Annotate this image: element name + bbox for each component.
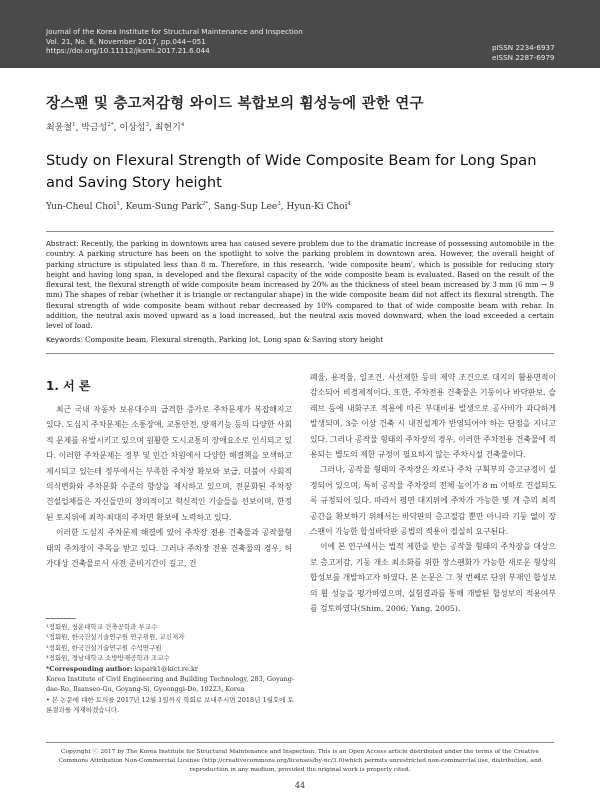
footnote-rule xyxy=(46,618,76,619)
author-en-1-sup: 1 xyxy=(116,201,120,207)
journal-volume: Vol. 21, No. 6, November 2017, pp.044~051 xyxy=(46,36,206,46)
corresponding-email[interactable]: kspark1@kict.re.kr xyxy=(132,664,198,673)
footnotes xyxy=(46,622,296,716)
corresponding-label: *Corresponding author: xyxy=(46,664,133,673)
keywords-label: Keywords: xyxy=(46,335,83,344)
abstract-text: Recently, the parking in downtown area has caused severe problem due to the dramatic increase of possessing automobile in the country. A parking structure has been on the spotlight to solve the parking problem in downtown area. However, the overall height of parking structure is stipulated less than 8 m. Therefore, in this research, 'wide composite beam', which is possible for reducing story height and having long span, is developed and the flexural capacity of the wide composite beam is evaluated. Based on the result of the flexural test, the flexural strength of wide composite beam increased by 20% as the thickness of steel beam increased by 3 mm (6 mm → 9 mm) The shapes of rebar (whether it is triangle or rectangular shape) in the wide composite beam did not affect its flexural strength. The flexural strength of wide composite beam without rebar decreased by 10% compared to that of wide composite beam with rebar. In addition, the neutral axis moved upward as a load increased, but the neutral axis moved downward, when the load exceeded a certain level of load. xyxy=(46,239,554,331)
journal-name: Journal of the Korea Institute for Structural Maintenance and Inspection xyxy=(46,27,303,36)
body-paragraph: 이러한 도심지 주차문제 해결에 있어 주차장 전용 건축물과 공작물형태의 주차장이 주목을 받고 있다. 그러나 주차장 전용 건축물의 경우, 허가대상 건축물로서 사전 준비기간이 길고, 건 xyxy=(46,528,292,569)
pissn: pISSN 2234-6937 xyxy=(492,43,555,52)
keywords-text: Composite beam, Flexural strength, Parking lot, Long span & Saving story height xyxy=(82,335,384,344)
body-column-left xyxy=(46,402,292,571)
body-column-right xyxy=(310,370,556,617)
journal-header-banner xyxy=(0,0,600,68)
english-title: Study on Flexural Strength of Wide Composite Beam for Long Span and Saving Story height xyxy=(46,152,537,191)
footnote-affiliation-2: ²정회원, 한국건설기술연구원 연구위원, 교신저자 xyxy=(46,633,185,642)
issn-info xyxy=(492,43,555,62)
body-paragraph: 폐율, 용적율, 일조건, 사선제한 등의 제약 조건으로 대지의 활용면적이 감소되어 비경제적이다. 또한, 주차전용 건축물은 기둥이나 바닥판보, 슬래브 등에 내화구조 적용에 따른 부대비용 발생으로 공사비가 과다하게 발생되며, 3층 이상 건축 시 내진설계가 반영되어야 하는 단점을 지니고 있다. 그러나 공작물 형태의 주차장의 경우, 이러한 주차전용 건축물에 적용되는 별도의 제한 규정이 필요하지 않는 주차시설 건축물이다. xyxy=(310,373,556,460)
copyright-rule xyxy=(46,742,554,743)
journal-info xyxy=(46,27,303,56)
footnote-affiliation-3: ³정회원, 한국건설기술연구원 수석연구원 xyxy=(46,643,162,652)
body-paragraph: 이에 본 연구에서는 법적 제한을 받는 공작물 형태의 주차장을 대상으로 층고저감, 기둥 개소 최소화를 위한 장스팬화가 가능한 새로운 형상의 합성보를 개발하고자 하였다. 본 논문은 그 첫 번째로 단위 부재인 합성보의 휨 성능을 평가하였으며, 실험결과를 통해 개발된 합성보의 적용여부를 검토하였다(Shim, 2006; Yang, 2005). xyxy=(310,542,556,614)
footnote-affiliation-1: ¹정회원, 청운대학교 건축공학과 부교수 xyxy=(46,623,158,631)
author-ko-3: 이상섭 xyxy=(119,123,146,133)
author-en-4: Hyun-Ki Choi xyxy=(286,202,348,212)
author-ko-1-sup: 1 xyxy=(72,122,76,128)
korean-authors: 최윤철$^1$, 박금성$^{2*}$, 이상섭$^3$, 최현기$^4$ xyxy=(46,122,185,133)
english-authors: Yun-Cheul Choi$^1$, Keum-Sung Park$^{2*}$, Sang-Sup Lee$^3$, Hyun-Ki Choi$^4$ xyxy=(46,201,351,212)
discussion-note: • 본 논문에 대한 토의를 2017년 12월 1일까지 학회로 보내주시면 2018년 1월호에 토론결과를 게재하겠습니다. xyxy=(46,695,294,715)
body-paragraph: 그러나, 공작물 형태의 주차장은 차로나 주차 구획부의 층고규정이 설정되어 있으며, 특히 공작물 주차장의 전체 높이가 8 m 이하로 건설되도록 규정되어 있다. 따라서 평면 대지위에 주차가 가능한 몇 개 층의 최적 공간을 확보하기 위해서는 바닥판의 층고절감 뿐만 아니라 기둥 없이 장스팬이 가능한 합성바닥판 공법의 적용이 절실히 요구된다. xyxy=(310,465,556,537)
footnote-affiliation-4: ⁴정회원, 경남대학교 소방방재공학과 조교수 xyxy=(46,654,170,663)
author-en-4-sup: 4 xyxy=(347,201,351,207)
journal-doi[interactable]: https://doi.org/10.11112/jksmi.2017.21.6.044 xyxy=(46,46,210,56)
section-heading: 1. 서 론 xyxy=(46,379,91,393)
author-en-3: Sang-Sup Lee xyxy=(213,202,278,212)
author-en-3-sup: 3 xyxy=(277,201,281,207)
abstract xyxy=(46,239,554,332)
abstract-top-rule xyxy=(46,231,554,232)
author-ko-4-sup: 4 xyxy=(180,122,185,128)
author-ko-2: 박금성 xyxy=(81,123,108,133)
page-number: 44 xyxy=(294,781,306,790)
eissn: eISSN 2287-6979 xyxy=(492,52,555,62)
author-ko-1: 최윤철 xyxy=(46,123,73,133)
author-ko-4: 최현기 xyxy=(154,123,181,133)
author-ko-2-sup: 2* xyxy=(107,122,114,128)
author-en-2: Keum-Sung Park xyxy=(125,202,202,212)
keywords xyxy=(46,335,554,345)
keywords-bottom-rule xyxy=(46,353,554,354)
author-ko-3-sup: 3 xyxy=(145,122,149,128)
copyright-notice: Copyright ⓒ 2017 by The Korea Institute for Structural Maintenance and Inspection. This is an Open Access article distributed under the terms of the Creative Commons Attribution Non-Commercial License (http://creativecommons.org/licenses/by-nc/3.0)which permits unrestricted non-commercial use, distribution, and reproduction in any medium, provided the original work is properly cited. xyxy=(58,749,542,773)
author-en-1: Yun-Cheul Choi xyxy=(46,202,117,212)
institute-address: Korea Institute of Civil Engineering and Building Technology, 283, Goyang-dae-Ro, Ilsanseo-Gu, Goyang-Si, Gyeonggi-Do, 10223, Korea xyxy=(46,675,295,694)
author-en-2-sup: 2* xyxy=(201,201,209,207)
korean-title: 장스팬 및 층고저감형 와이드 복합보의 휨성능에 관한 연구 xyxy=(46,96,424,112)
body-paragraph: 최근 국내 자동차 보유대수의 급격한 증가로 주차문제가 복잡해지고 있다. 도심지 주차문제는 소통장애, 교통안전, 방재기능 등의 다양한 사회적 문제를 유발시키고 있으며 원활한 도시교통의 장애요소로 인식되고 있다. 이러한 주차문제는 정부 및 민간 차원에서 다양한 해결책을 모색하고 제시되고 있는데 정부에서는 부족한 주차장 확보와 보급, 더불어 사회적 의식변화와 주차문화 수준의 향상을 제시하고 있으며, 전문화된 주차장 건설업체들은 자신들만의 창의적이고 혁신적인 기술들을 선보이며, 한정된 토지위에 최적·최대의 주차면 확보에 노력하고 있다. xyxy=(46,405,292,522)
corresponding-author xyxy=(46,664,296,674)
abstract-label: Abstract: xyxy=(46,239,79,248)
